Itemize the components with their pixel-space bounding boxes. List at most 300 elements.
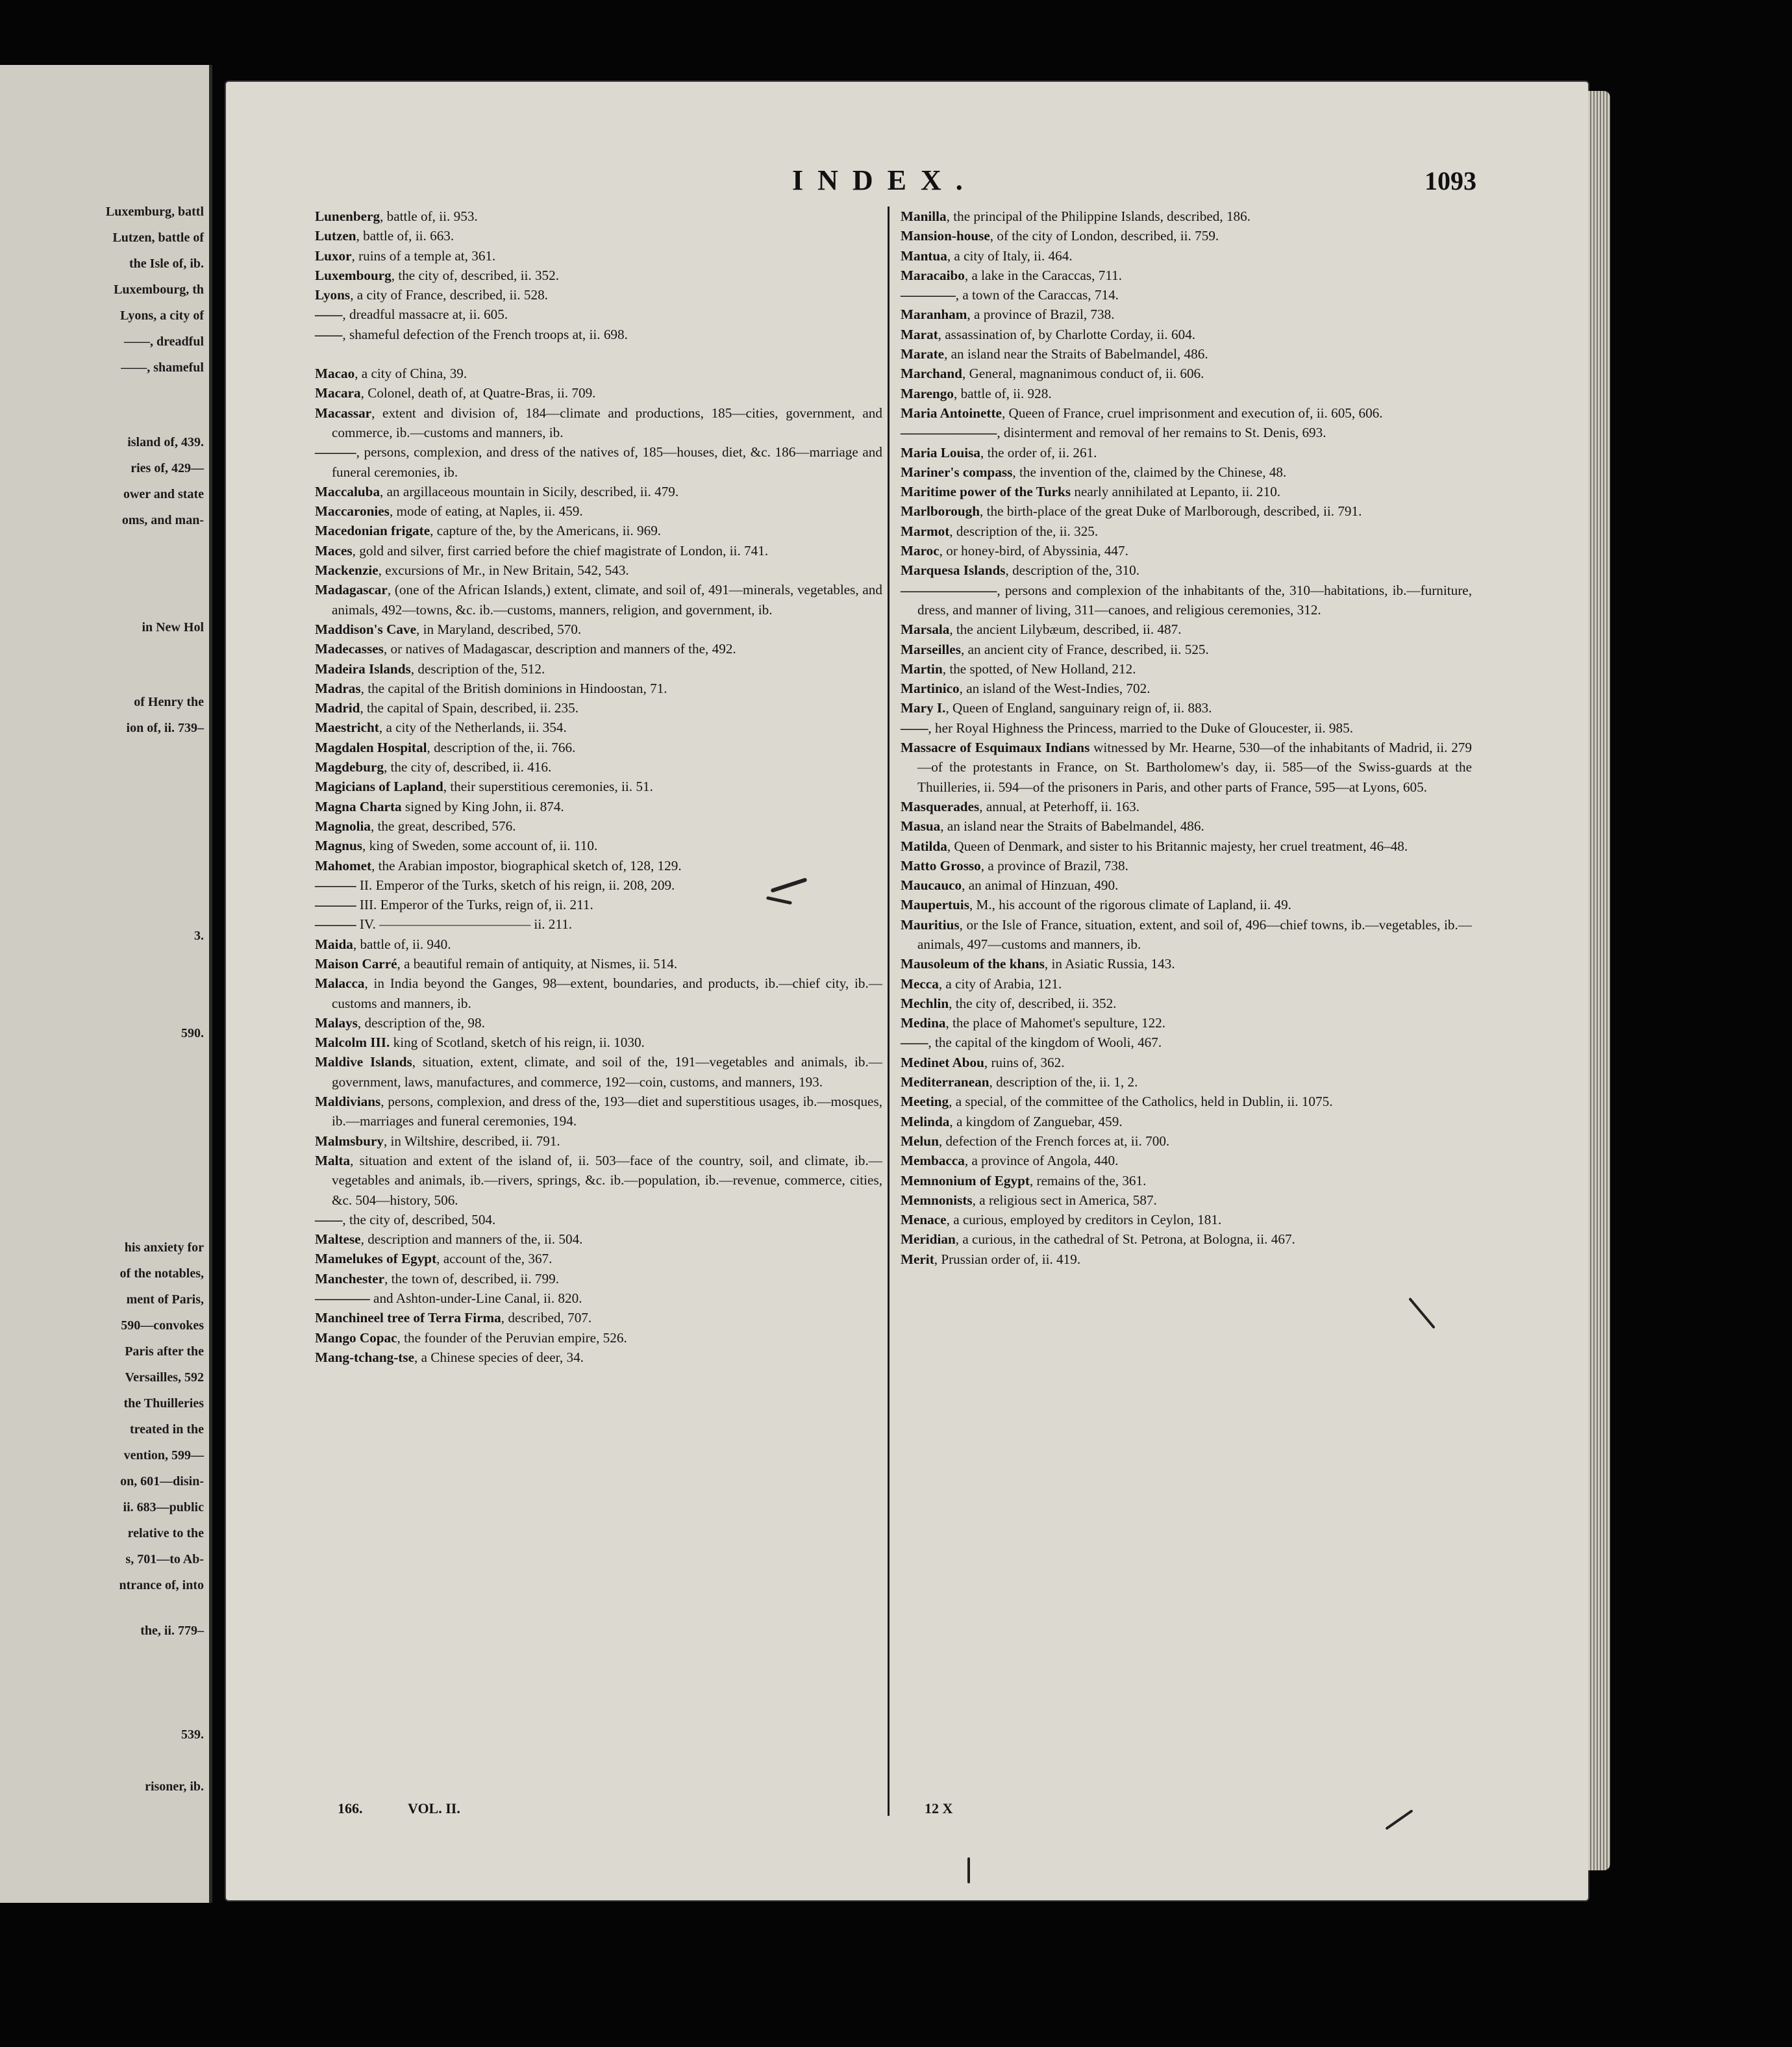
entry-heading: ——————— [901, 582, 997, 598]
entry-heading: Masquerades [901, 798, 980, 814]
entry-text: , a town of the Caraccas, 714. [955, 287, 1119, 303]
entry-text: , a special, of the committee of the Catholics, held in Dublin, ii. 1075. [949, 1094, 1333, 1110]
left-page-fragment: Lyons, a city of [120, 308, 204, 323]
left-page-fragment: ries of, 429— [131, 461, 204, 475]
index-entry [315, 207, 882, 226]
left-facing-page [0, 65, 212, 1903]
entry-text: , a curious, in the cathedral of St. Petrona, at Bologna, ii. 467. [955, 1231, 1295, 1248]
entry-heading: Maracaibo [901, 267, 965, 283]
entry-text: , an animal of Hinzuan, 490. [962, 877, 1119, 894]
index-entry [315, 1269, 882, 1288]
entry-heading: Mausoleum of the khans [901, 956, 1045, 972]
entry-text: , the capital of the kingdom of Wooli, 467. [928, 1035, 1162, 1051]
entry-text: , a city of Arabia, 121. [938, 975, 1062, 992]
entry-heading: Magnolia [315, 818, 371, 834]
entry-heading: Marsala [901, 622, 950, 638]
entry-heading: Maddison's Cave [315, 621, 416, 637]
index-entry [901, 620, 1472, 639]
index-entry [315, 541, 882, 560]
index-entry [901, 462, 1472, 482]
entry-heading: Maritime power of the Turks [901, 484, 1071, 500]
entry-text: , a kingdom of Zanguebar, 459. [949, 1113, 1123, 1129]
entry-text: , the birth-place of the great Duke of Marlborough, described, ii. 791. [980, 503, 1362, 520]
index-entry [901, 640, 1472, 659]
index-entry [901, 443, 1472, 462]
entry-heading: Malmsbury [315, 1133, 384, 1149]
index-entry [901, 718, 1472, 738]
entry-heading: Madras [315, 680, 361, 696]
entry-heading: Mechlin [901, 995, 949, 1011]
left-page-fragment: 590—convokes [121, 1318, 204, 1333]
index-entry [901, 954, 1472, 973]
entry-heading: Mauritius [901, 916, 960, 933]
entry-text: , a Chinese species of deer, 34. [414, 1349, 584, 1365]
index-entry [315, 521, 882, 540]
entry-heading: Marmot [901, 523, 950, 539]
index-entry [315, 403, 882, 443]
index-entry [315, 856, 882, 875]
entry-heading: Mang-tchang-tse [315, 1349, 414, 1365]
entry-heading: Massacre of Esquimaux Indians [901, 740, 1090, 756]
letter-section-gap [315, 344, 882, 364]
entry-text: , battle of, ii. 663. [356, 228, 454, 244]
index-entry [901, 384, 1472, 403]
entry-heading: Magna Charta [315, 798, 402, 814]
entry-text: , described, 707. [501, 1310, 592, 1326]
entry-text: , a religious sect in America, 587. [972, 1192, 1157, 1208]
entry-heading: Mahomet [315, 857, 372, 873]
left-page-fragment: ——, dreadful [124, 334, 204, 349]
entry-heading: —— [901, 1035, 928, 1051]
entry-heading: Lutzen [315, 228, 356, 244]
entry-heading: Magdeburg [315, 759, 384, 775]
index-entry [901, 266, 1472, 285]
entry-text: , assassination of, by Charlotte Corday, ii. 604. [938, 326, 1196, 342]
entry-heading: Malays [315, 1014, 358, 1031]
left-page-fragment: of the notables, [119, 1266, 204, 1281]
left-page-fragment: on, 601—disin- [120, 1474, 204, 1488]
entry-heading: Mansion-house [901, 228, 990, 244]
index-entry [901, 1053, 1472, 1072]
entry-heading: Madagascar [315, 582, 388, 598]
index-entry [901, 521, 1472, 541]
entry-text: , the capital of Spain, described, ii. 235. [360, 700, 579, 716]
entry-text: , or natives of Madagascar, description and manners of the, 492. [383, 641, 736, 657]
signature-mark: 166. [338, 1800, 363, 1816]
entry-text: , M., his account of the rigorous climate of Lapland, ii. 49. [969, 897, 1291, 913]
entry-text: , the invention of the, claimed by the Chinese, 48. [1012, 464, 1287, 480]
left-page-fragment: ment of Paris, [126, 1292, 204, 1307]
index-entry [901, 856, 1472, 875]
index-entry [315, 226, 882, 245]
index-entry [315, 1308, 882, 1327]
index-entry [315, 1052, 882, 1092]
entry-text: , description of the, ii. 766. [427, 739, 576, 755]
pencil-mark [967, 1857, 970, 1883]
index-entry [315, 442, 882, 482]
index-entry [315, 1288, 882, 1308]
index-entry [315, 1092, 882, 1131]
index-entry [315, 501, 882, 521]
index-entry [901, 738, 1472, 797]
index-entry [901, 875, 1472, 895]
entry-text: , a beautiful remain of antiquity, at Nismes, ii. 514. [397, 955, 678, 972]
entry-text: , a curious, employed by creditors in Ceylon, 181. [946, 1212, 1222, 1228]
entry-heading: Maroc [901, 543, 940, 559]
index-entry [901, 816, 1472, 836]
entry-heading: Maria Antoinette [901, 405, 1002, 421]
entry-text: , a lake in the Caraccas, 711. [964, 267, 1123, 283]
left-page-fragment: his anxiety for [124, 1240, 204, 1255]
left-page-fragment: ion of, ii. 739– [126, 721, 204, 735]
entry-heading: Menace [901, 1212, 947, 1228]
entry-heading: Merit [901, 1251, 934, 1267]
index-entry [315, 935, 882, 954]
index-entry [901, 207, 1472, 226]
entry-text: , extent and division of, 184—climate and productions, 185—cities, government, and commerce, ib.—customs and manners, ib. [332, 405, 882, 440]
entry-heading: Luxembourg [315, 267, 392, 283]
entry-text: , description of the, 512. [410, 660, 545, 677]
entry-heading: ——— [315, 897, 356, 913]
entry-text: , description and manners of the, ii. 504. [360, 1231, 583, 1248]
index-entry [315, 679, 882, 698]
entry-heading: Membacca [901, 1153, 965, 1169]
index-entry [315, 266, 882, 285]
entry-heading: Marchand [901, 366, 962, 382]
entry-text: , Colonel, death of, at Quatre-Bras, ii. 709. [360, 385, 596, 401]
entry-heading: ——————— [901, 425, 997, 441]
left-page-fragment: treated in the [129, 1422, 204, 1437]
left-page-fragment: Luxembourg, th [114, 283, 204, 297]
index-entry [901, 423, 1472, 442]
index-entry [901, 679, 1472, 698]
left-page-fragment: island of, 439. [127, 435, 204, 449]
entry-heading: Marquesa Islands [901, 562, 1006, 579]
index-entry [315, 1249, 882, 1268]
entry-text: , a city of Italy, ii. 464. [947, 247, 1073, 264]
entry-text: nearly annihilated at Lepanto, ii. 210. [1071, 484, 1281, 500]
index-entry [901, 1151, 1472, 1170]
entry-heading: Mantua [901, 247, 947, 264]
left-page-fragment: the, ii. 779– [140, 1624, 204, 1638]
entry-heading: Macao [315, 366, 355, 382]
entry-heading: ———— [315, 1290, 370, 1307]
entry-heading: Macassar [315, 405, 372, 421]
entry-heading: Lunenberg [315, 208, 380, 224]
left-page-fragment: s, 701—to Ab- [125, 1552, 204, 1566]
entry-text: , excursions of Mr., in New Britain, 542, 543. [378, 562, 629, 579]
index-entry [901, 659, 1472, 679]
index-entry [315, 620, 882, 639]
left-page-fragment: the Thuilleries [123, 1396, 204, 1411]
entry-heading: Manchineel tree of Terra Firma [315, 1310, 501, 1326]
index-entry [901, 1131, 1472, 1151]
index-entry [315, 1348, 882, 1367]
entry-text: , a city of the Netherlands, ii. 354. [379, 720, 567, 736]
index-entry [315, 639, 882, 659]
index-entry [315, 777, 882, 796]
index-entry [901, 541, 1472, 560]
entry-text: , Queen of France, cruel imprisonment and execution of, ii. 605, 606. [1001, 405, 1383, 421]
entry-heading: —— [901, 720, 928, 736]
entry-text: , a province of Angola, 440. [964, 1153, 1119, 1169]
index-entry [901, 305, 1472, 324]
entry-text: , battle of, ii. 940. [353, 936, 451, 952]
entry-text: , her Royal Highness the Princess, married to the Duke of Gloucester, ii. 985. [928, 720, 1354, 736]
entry-heading: Melun [901, 1133, 939, 1149]
entry-text: , in India beyond the Ganges, 98—extent, boundaries, and products, ib.—chief city, ib.—customs and manners, ib. [332, 975, 882, 1011]
left-page-fragment: Lutzen, battle of [112, 231, 204, 245]
entry-text: , ruins of a temple at, 361. [351, 247, 496, 264]
entry-heading: Maltese [315, 1231, 361, 1248]
entry-heading: Madrid [315, 700, 360, 716]
index-entry [901, 1112, 1472, 1131]
entry-text: , an island near the Straits of Babelmandel, 486. [944, 346, 1208, 362]
entry-text: , Queen of Denmark, and sister to his Britannic majesty, her cruel treatment, 46–48. [947, 838, 1408, 854]
entry-heading: Magnus [315, 838, 362, 854]
left-page-fragment: Versailles, 592 [125, 1370, 204, 1385]
entry-text: , a province of Brazil, 738. [980, 857, 1128, 873]
index-entry [901, 482, 1472, 501]
entry-text: , battle of, ii. 928. [954, 385, 1052, 401]
entry-text: , description of the, ii. 1, 2. [989, 1074, 1138, 1090]
left-page-fragment: risoner, ib. [145, 1779, 204, 1794]
entry-text: , an island near the Straits of Babelmandel, 486. [940, 818, 1204, 835]
entry-text: , mode of eating, at Naples, ii. 459. [389, 503, 583, 520]
left-page-fragment: of Henry the [134, 695, 204, 709]
entry-text: , the great, described, 576. [370, 818, 516, 834]
entry-heading: Maida [315, 936, 353, 952]
entry-text: , the town of, described, ii. 799. [384, 1270, 559, 1287]
index-entry [315, 285, 882, 305]
entry-text: , (one of the African Islands,) extent, climate, and soil of, 491—minerals, vegetables, and animals, 492—towns, &c. ib.—customs, manners, religion, and government, ib. [332, 582, 882, 618]
index-entry [901, 1033, 1472, 1052]
entry-heading: Medinet Abou [901, 1054, 984, 1070]
entry-text: , a city of China, 39. [355, 366, 467, 382]
entry-text: , dreadful massacre at, ii. 605. [342, 307, 508, 323]
index-entry [901, 501, 1472, 521]
entry-heading: Melinda [901, 1113, 950, 1129]
index-entry [901, 974, 1472, 994]
index-entry [315, 305, 882, 324]
entry-heading: Maupertuis [901, 897, 969, 913]
entry-heading: Marat [901, 326, 938, 342]
entry-text: , the place of Mahomet's sepulture, 122. [945, 1015, 1166, 1031]
index-entry [901, 895, 1472, 914]
entry-heading: ———— [901, 287, 956, 303]
entry-heading: Macedonian frigate [315, 523, 430, 539]
index-entry [901, 1229, 1472, 1249]
index-entry [315, 875, 882, 895]
entry-heading: Madecasses [315, 641, 384, 657]
index-entry [901, 344, 1472, 364]
entry-text: , gold and silver, first carried before the chief magistrate of London, ii. 741. [352, 542, 769, 559]
entry-text: witnessed by Mr. Hearne, 530—of the inhabitants of Madrid, ii. 279—of the protestants in France, on St. Bartholomew's day, ii. 585—of the Swiss-guards at the Thuilleries, ii. 594—of the prisoners in Paris, and other parts of France, 595—at Lyons, 605. [917, 740, 1472, 795]
index-entry [901, 797, 1472, 816]
index-entry [315, 659, 882, 679]
index-entry [315, 1131, 882, 1151]
index-entry [315, 560, 882, 580]
index-entry [315, 364, 882, 383]
entry-text: , capture of the, by the Americans, ii. 969. [430, 523, 662, 539]
entry-heading: Medina [901, 1015, 946, 1031]
entry-text: , king of Sweden, some account of, ii. 110. [362, 838, 598, 854]
entry-text: , Prussian order of, ii. 419. [934, 1251, 1081, 1267]
entry-heading: Mango Copac [315, 1329, 397, 1346]
entry-heading: Malta [315, 1152, 351, 1168]
entry-heading: Matto Grosso [901, 857, 981, 873]
index-entry [315, 816, 882, 836]
entry-heading: Maccaronies [315, 503, 390, 520]
entry-text: signed by King John, ii. 874. [401, 798, 564, 814]
entry-text: , the spotted, of New Holland, 212. [942, 660, 1136, 677]
volume-label: VOL. II. [408, 1800, 460, 1816]
entry-text: , an argillaceous mountain in Sicily, described, ii. 479. [380, 483, 679, 499]
left-page-fragment: vention, 599— [123, 1448, 204, 1463]
entry-heading: ——— [315, 877, 356, 893]
entry-heading: Maison Carré [315, 955, 397, 972]
index-entry [901, 325, 1472, 344]
entry-heading: Mariner's compass [901, 464, 1013, 480]
entry-heading: Masua [901, 818, 941, 835]
entry-text: , or the Isle of France, situation, extent, and soil of, 496—chief towns, ib.—vegetables, ib.—animals, 497—customs and manners, ib. [917, 916, 1472, 952]
entry-text: , ruins of, 362. [984, 1054, 1065, 1070]
entry-heading: Luxor [315, 247, 352, 264]
entry-heading: Meeting [901, 1094, 949, 1110]
index-entry [901, 364, 1472, 383]
entry-text: , disinterment and removal of her remains to St. Denis, 693. [997, 425, 1326, 441]
entry-text: , the ancient Lilybæum, described, ii. 487. [949, 622, 1182, 638]
entry-text: , the Arabian impostor, biographical sketch of, 128, 129. [371, 857, 682, 873]
index-entry [315, 718, 882, 737]
entry-text: , a city of France, described, ii. 528. [350, 287, 548, 303]
entry-text: , the principal of the Philippine Islands, described, 186. [946, 208, 1251, 224]
entry-heading: Manilla [901, 208, 947, 224]
entry-heading: Memnonists [901, 1192, 973, 1208]
entry-text: , the founder of the Peruvian empire, 526. [397, 1329, 627, 1346]
index-entry [315, 836, 882, 855]
entry-heading: Marate [901, 346, 945, 362]
entry-heading: Malcolm III. [315, 1035, 390, 1051]
index-entry [315, 580, 882, 620]
index-entry [315, 954, 882, 973]
entry-heading: Mackenzie [315, 562, 379, 579]
entry-heading: ——— [315, 916, 356, 933]
entry-text: and Ashton-under-Line Canal, ii. 820. [369, 1290, 582, 1307]
index-entry [901, 1013, 1472, 1033]
entry-text: , the order of, ii. 261. [980, 444, 1097, 460]
page-title: INDEX. [792, 164, 977, 196]
entry-text: , General, magnanimous conduct of, ii. 606. [962, 366, 1204, 382]
entry-heading: Maces [315, 542, 353, 559]
entry-heading: Meridian [901, 1231, 956, 1248]
entry-text: , in Asiatic Russia, 143. [1044, 956, 1175, 972]
index-entry [315, 698, 882, 718]
gathering-mark: 12 X [925, 1800, 953, 1816]
entry-heading: Madeira Islands [315, 660, 411, 677]
entry-text: , the capital of the British dominions in Hindoostan, 71. [360, 680, 667, 696]
entry-text: , the city of, described, ii. 352. [949, 995, 1117, 1011]
left-page-fragment: Paris after the [125, 1344, 204, 1359]
entry-text: IV. ——————————— ii. 211. [356, 916, 573, 933]
index-entry [901, 1210, 1472, 1229]
left-page-fragment: ntrance of, into [119, 1578, 204, 1592]
entry-heading: ——— [315, 444, 356, 460]
entry-heading: Matilda [901, 838, 947, 854]
entry-text: , remains of the, 361. [1029, 1172, 1147, 1188]
index-entry [315, 757, 882, 777]
left-page-fragment: 3. [194, 929, 204, 943]
index-entry [315, 1033, 882, 1052]
index-entry [901, 836, 1472, 856]
left-page-fragment: in New Hol [142, 620, 204, 634]
entry-text: , an island of the West-Indies, 702. [959, 681, 1151, 697]
column-divider [888, 207, 890, 1816]
index-entry [315, 482, 882, 501]
entry-heading: Malacca [315, 975, 365, 992]
entry-text: , persons, complexion, and dress of the, 193—diet and superstitious usages, ib.—mosques, ib.—marriages and funeral ceremonies, 194. [332, 1094, 882, 1129]
entry-heading: Marlborough [901, 503, 980, 520]
left-page-fragment: 590. [181, 1026, 204, 1040]
entry-text: , situation, extent, climate, and soil of the, 191—vegetables and animals, ib.—government, laws, manufactures, and commerce, 192—coin, customs, and manners, 193. [332, 1054, 882, 1090]
entry-heading: Maccaluba [315, 483, 380, 499]
entry-text: , situation and extent of the island of, ii. 503—face of the country, soil, and climate, ib.—vegetables and animals, ib.—rivers, springs, &c. ib.—population, ib.—revenue, commerce, cities, &c. 504—history, 506. [332, 1152, 882, 1208]
index-entry [901, 915, 1472, 955]
index-entry [901, 403, 1472, 423]
entry-heading: Manchester [315, 1270, 385, 1287]
index-entry [315, 738, 882, 757]
entry-text: , the city of, described, ii. 416. [383, 759, 552, 775]
entry-text: , account of the, 367. [436, 1251, 553, 1267]
entry-heading: Maranham [901, 307, 967, 323]
entry-heading: —— [315, 1211, 343, 1227]
entry-heading: Marseilles [901, 641, 961, 657]
entry-heading: Maldivians [315, 1094, 381, 1110]
entry-text: , their superstitious ceremonies, ii. 51. [443, 779, 653, 795]
entry-text: , description of the, 98. [357, 1014, 485, 1031]
entry-heading: —— [315, 326, 343, 342]
index-entry [901, 285, 1472, 305]
page-edge-stack [1588, 91, 1610, 1870]
entry-text: , shameful defection of the French troops at, ii. 698. [342, 326, 628, 342]
entry-heading: Mary I. [901, 700, 946, 716]
index-entry [315, 246, 882, 266]
entry-text: , in Maryland, described, 570. [416, 621, 582, 637]
index-entry [315, 1210, 882, 1229]
entry-heading: Maldive Islands [315, 1054, 412, 1070]
index-column-left [315, 207, 882, 1367]
index-entry [901, 1072, 1472, 1092]
index-entry [315, 895, 882, 914]
entry-text: , an ancient city of France, described, ii. 525. [960, 641, 1209, 657]
entry-text: , description of the, ii. 325. [949, 523, 1099, 539]
entry-text: , battle of, ii. 953. [380, 208, 478, 224]
entry-heading: Maria Louisa [901, 444, 981, 460]
index-entry [901, 1250, 1472, 1269]
entry-heading: Magdalen Hospital [315, 739, 427, 755]
page-number: 1093 [1425, 166, 1476, 195]
index-entry [315, 1151, 882, 1210]
left-page-fragment: the Isle of, ib. [129, 257, 204, 271]
index-entry [315, 1013, 882, 1033]
entry-heading: Maestricht [315, 720, 379, 736]
index-entry [901, 560, 1472, 580]
index-entry [901, 1092, 1472, 1111]
left-page-fragment: 539. [181, 1727, 204, 1742]
entry-heading: —— [315, 307, 343, 323]
index-entry [315, 325, 882, 344]
entry-heading: Memnonium of Egypt [901, 1172, 1030, 1188]
